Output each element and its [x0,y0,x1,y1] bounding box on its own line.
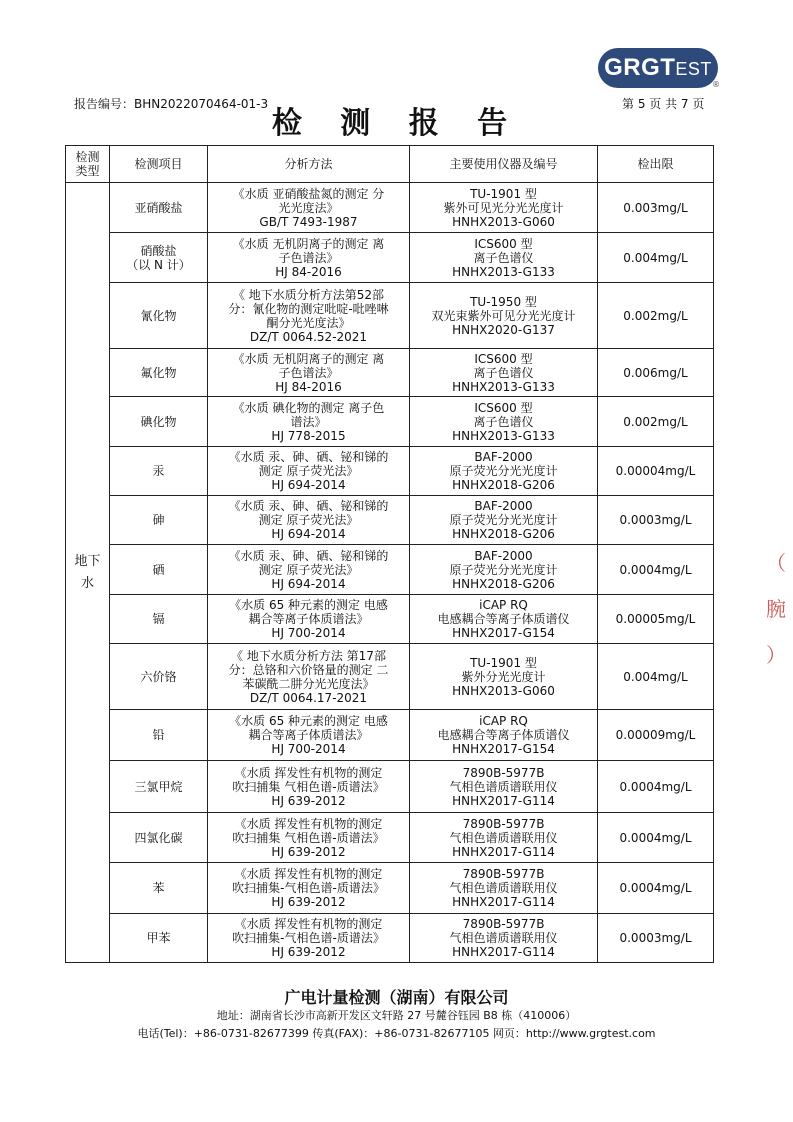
cell-instrument: 7890B-5977B 气相色谱质谱联用仪 HNHX2017-G114 [410,761,598,813]
cell-limit: 0.003mg/L [598,183,714,233]
cell-item: 甲苯 [110,914,208,963]
cell-item: 汞 [110,447,208,496]
seal-stamp: （ 腕 ） [766,551,786,667]
table-row [66,496,714,545]
cell-instrument: BAF-2000 原子荧光分光光度计 HNHX2018-G206 [410,496,598,545]
cell-item: 氟化物 [110,349,208,397]
cell-limit: 0.00004mg/L [598,447,714,496]
cell-limit: 0.004mg/L [598,233,714,283]
cell-instrument: iCAP RQ 电感耦合等离子体质谱仪 HNHX2017-G154 [410,710,598,761]
page-indicator: 第 5 页 共 7 页 [622,97,705,111]
cell-item: 碘化物 [110,397,208,447]
cell-instrument: ICS600 型 离子色谱仪 HNHX2013-G133 [410,397,598,447]
cell-method: 《 地下水质分析方法第52部 分：氰化物的测定吡啶-吡唑啉 酮分光光度法》 DZ/T 0064.52-2021 [208,283,410,349]
cell-limit: 0.0004mg/L [598,863,714,914]
cell-limit: 0.002mg/L [598,397,714,447]
cell-instrument: TU-1901 型 紫外可见光分光光度计 HNHX2013-G060 [410,183,598,233]
table-row [66,397,714,447]
header-method: 分析方法 [208,146,410,183]
cell-method: 《水质 汞、砷、硒、铋和锑的 测定 原子荧光法》 HJ 694-2014 [208,545,410,595]
cell-limit: 0.004mg/L [598,644,714,710]
table-row [66,349,714,397]
cell-method: 《水质 亚硝酸盐氮的测定 分 光光度法》 GB/T 7493-1987 [208,183,410,233]
table-header-row [66,146,714,183]
cell-instrument: 7890B-5977B 气相色谱质谱联用仪 HNHX2017-G114 [410,863,598,914]
table-row [66,545,714,595]
cell-item: 四氯化碳 [110,813,208,863]
table-row [66,447,714,496]
cell-item: 氰化物 [110,283,208,349]
footer-company: 广电计量检测（湖南）有限公司 [284,988,509,1007]
cell-method: 《水质 汞、砷、硒、铋和锑的 测定 原子荧光法》 HJ 694-2014 [208,496,410,545]
cell-method: 《水质 无机阴离子的测定 离 子色谱法》 HJ 84-2016 [208,233,410,283]
cell-item: 亚硝酸盐 [110,183,208,233]
table-row [66,644,714,710]
cell-method: 《水质 65 种元素的测定 电感 耦合等离子体质谱法》 HJ 700-2014 [208,595,410,644]
cell-instrument: iCAP RQ 电感耦合等离子体质谱仪 HNHX2017-G154 [410,595,598,644]
cell-method: 《水质 挥发性有机物的测定 吹扫捕集 气相色谱-质谱法》 HJ 639-2012 [208,813,410,863]
cell-limit: 0.00005mg/L [598,595,714,644]
cell-method: 《水质 挥发性有机物的测定 吹扫捕集 气相色谱-质谱法》 HJ 639-2012 [208,761,410,813]
footer-address: 地址：湖南省长沙市高新开发区文轩路 27 号麓谷钰园 B8 栋（410006） [216,1009,577,1022]
header-type: 检测 类型 [66,146,110,183]
cell-method: 《水质 挥发性有机物的测定 吹扫捕集-气相色谱-质谱法》 HJ 639-2012 [208,914,410,963]
cell-limit: 0.0004mg/L [598,813,714,863]
cell-limit: 0.00009mg/L [598,710,714,761]
cell-instrument: 7890B-5977B 气相色谱质谱联用仪 HNHX2017-G114 [410,914,598,963]
cell-method: 《水质 65 种元素的测定 电感 耦合等离子体质谱法》 HJ 700-2014 [208,710,410,761]
cell-item: 硒 [110,545,208,595]
table-row [66,283,714,349]
cell-item: 砷 [110,496,208,545]
cell-type: 地下 水 [66,183,110,963]
table-row [66,813,714,863]
cell-instrument: 7890B-5977B 气相色谱质谱联用仪 HNHX2017-G114 [410,813,598,863]
report-number: 报告编号：BHN2022070464-01-3 [74,97,269,111]
table-row [66,183,714,233]
header-limit: 检出限 [598,146,714,183]
cell-item: 苯 [110,863,208,914]
cell-item: 硝酸盐 （以 N 计） [110,233,208,283]
cell-method: 《 地下水质分析方法 第17部 分：总铬和六价铬量的测定 二 苯碳酰二肼分光光度法》 DZ/T 0064.17-2021 [208,644,410,710]
cell-instrument: ICS600 型 离子色谱仪 HNHX2013-G133 [410,233,598,283]
test-methods-table [65,145,714,963]
cell-instrument: TU-1901 型 紫外分光光度计 HNHX2013-G060 [410,644,598,710]
cell-method: 《水质 碘化物的测定 离子色 谱法》 HJ 778-2015 [208,397,410,447]
table-row [66,914,714,963]
table-row [66,710,714,761]
cell-limit: 0.0003mg/L [598,496,714,545]
footer-contact: 电话(Tel)：+86-0731-82677399 传真(FAX)：+86-0731-82677105 网页：http://www.grgtest.com [137,1027,656,1040]
cell-item: 铅 [110,710,208,761]
registered-mark: ® [712,80,720,89]
cell-instrument: BAF-2000 原子荧光分光光度计 HNHX2018-G206 [410,545,598,595]
table-row [66,595,714,644]
header-item: 检测项目 [110,146,208,183]
cell-method: 《水质 挥发性有机物的测定 吹扫捕集-气相色谱-质谱法》 HJ 639-2012 [208,863,410,914]
cell-limit: 0.002mg/L [598,283,714,349]
cell-limit: 0.006mg/L [598,349,714,397]
cell-item: 六价铬 [110,644,208,710]
table-row [66,863,714,914]
cell-item: 镉 [110,595,208,644]
grgtest-logo: GRGTEST [598,48,718,88]
table-row [66,761,714,813]
cell-method: 《水质 汞、砷、硒、铋和锑的 测定 原子荧光法》 HJ 694-2014 [208,447,410,496]
cell-instrument: BAF-2000 原子荧光分光光度计 HNHX2018-G206 [410,447,598,496]
cell-limit: 0.0004mg/L [598,545,714,595]
cell-limit: 0.0003mg/L [598,914,714,963]
cell-instrument: ICS600 型 离子色谱仪 HNHX2013-G133 [410,349,598,397]
table-row [66,233,714,283]
cell-limit: 0.0004mg/L [598,761,714,813]
cell-item: 三氯甲烷 [110,761,208,813]
report-title: 检 测 报 告 [271,106,522,141]
cell-instrument: TU-1950 型 双光束紫外可见分光光度计 HNHX2020-G137 [410,283,598,349]
header-instrument: 主要使用仪器及编号 [410,146,598,183]
cell-method: 《水质 无机阴离子的测定 离 子色谱法》 HJ 84-2016 [208,349,410,397]
